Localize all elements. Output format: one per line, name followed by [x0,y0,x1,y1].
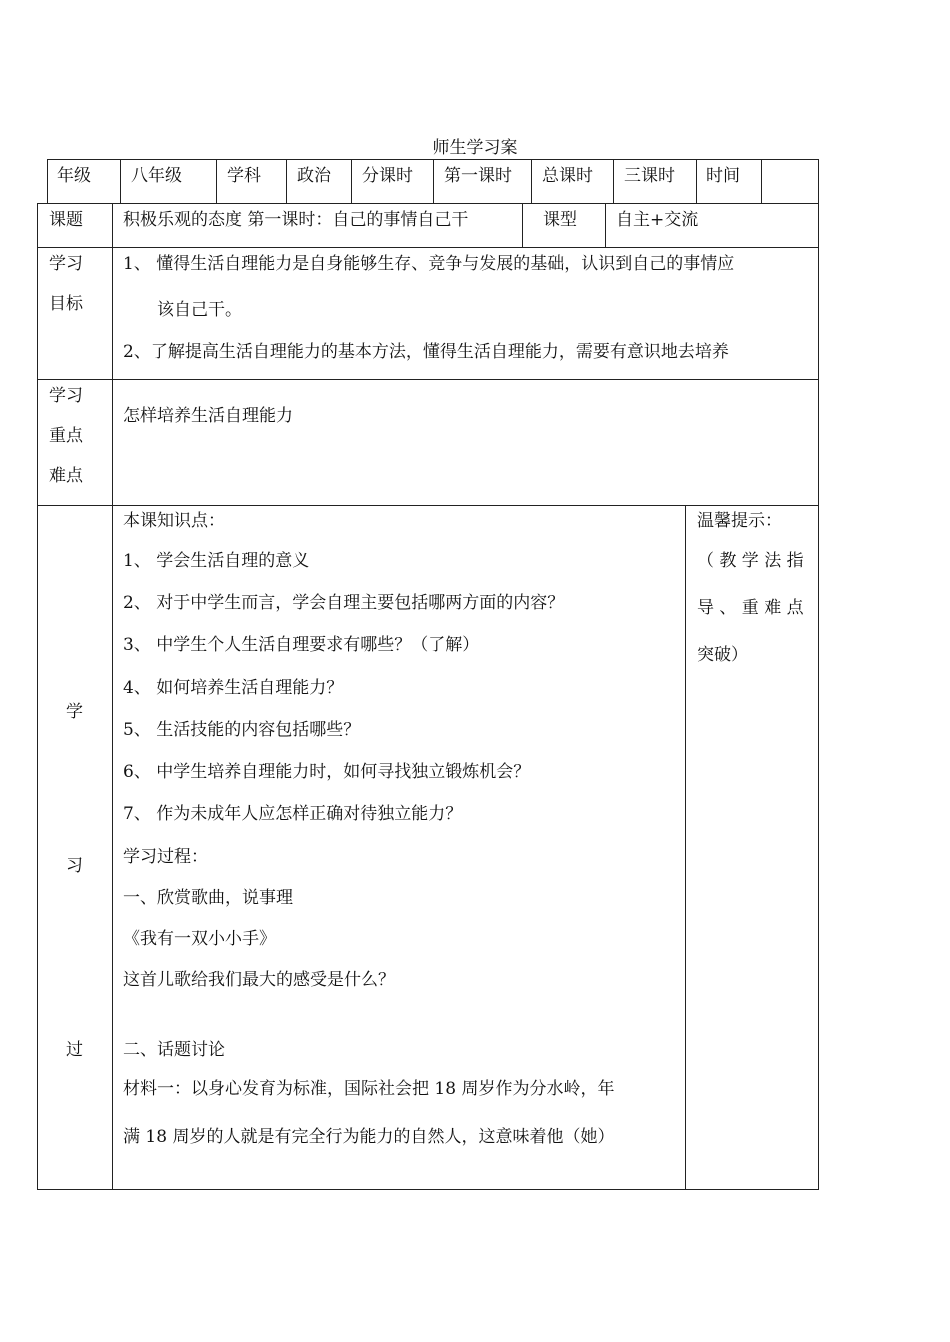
total-value: 三课时 [624,166,675,186]
lesson-type-value: 自主+交流 [616,210,699,230]
process-side-3: 过 [66,1040,83,1060]
knowledge-item: 7、 作为未成年人应怎样正确对待独立能力？ [123,804,463,824]
subject-label: 学科 [227,166,261,186]
section-1-heading: 一、欣赏歌曲，说事理 [123,888,293,908]
grade-value: 八年级 [131,166,182,186]
goal-item-1-cont: 该自己干。 [157,300,242,320]
topic-value: 积极乐观的态度 第一课时：自己的事情自己干 [123,210,469,230]
material-line-2: 满 18 周岁的人就是有完全行为能力的自然人，这意味着他（她） [123,1127,615,1147]
lesson-type-label: 课型 [543,210,577,230]
knowledge-item: 5、 生活技能的内容包括哪些？ [123,720,361,740]
process-side-1: 学 [66,702,83,722]
tips-line-2: 导 、 重 难 点 [697,598,804,618]
key-label-3: 难点 [49,466,83,486]
process-side-2: 习 [66,856,83,876]
knowledge-item: 2、 对于中学生而言，学会自理主要包括哪两方面的内容？ [123,593,565,613]
time-label: 时间 [706,166,740,186]
subject-value: 政治 [297,166,331,186]
knowledge-item: 6、 中学生培养自理能力时，如何寻找独立锻炼机会？ [123,762,531,782]
knowledge-title: 本课知识点： [123,511,225,531]
period-label: 分课时 [362,166,413,186]
key-points-content: 怎样培养生活自理能力 [123,406,293,426]
knowledge-item: 4、 如何培养生活自理能力？ [123,678,344,698]
tips-line-3: 突破） [697,645,748,665]
key-label-1: 学习 [49,386,83,406]
total-label: 总课时 [542,166,593,186]
goal-item-1: 1、 懂得生活自理能力是自身能够生存、竞争与发展的基础，认识到自己的事情应 [123,254,735,274]
key-label-2: 重点 [49,426,83,446]
process-title: 学习过程： [123,847,208,867]
goal-item-2: 2、了解提高生活自理能力的基本方法，懂得生活自理能力，需要有意识地去培养 [123,342,729,362]
period-value: 第一课时 [444,166,512,186]
song-question: 这首儿歌给我们最大的感受是什么？ [123,970,395,990]
tips-line-1: （ 教 学 法 指 [697,551,804,571]
section-2-heading: 二、话题讨论 [123,1040,225,1060]
goals-label-2: 目标 [49,294,83,314]
topic-label: 课题 [49,210,83,230]
knowledge-item: 1、 学会生活自理的意义 [123,551,310,571]
page-title: 师生学习案 [432,138,518,158]
tips-title: 温馨提示： [697,511,782,531]
material-line-1: 材料一：以身心发育为标准，国际社会把 18 周岁作为分水岭，年 [123,1079,615,1099]
knowledge-item: 3、 中学生个人生活自理要求有哪些？（了解） [123,635,480,655]
song-title: 《我有一双小小手》 [123,929,276,949]
grade-label: 年级 [57,166,91,186]
goals-label-1: 学习 [49,254,83,274]
